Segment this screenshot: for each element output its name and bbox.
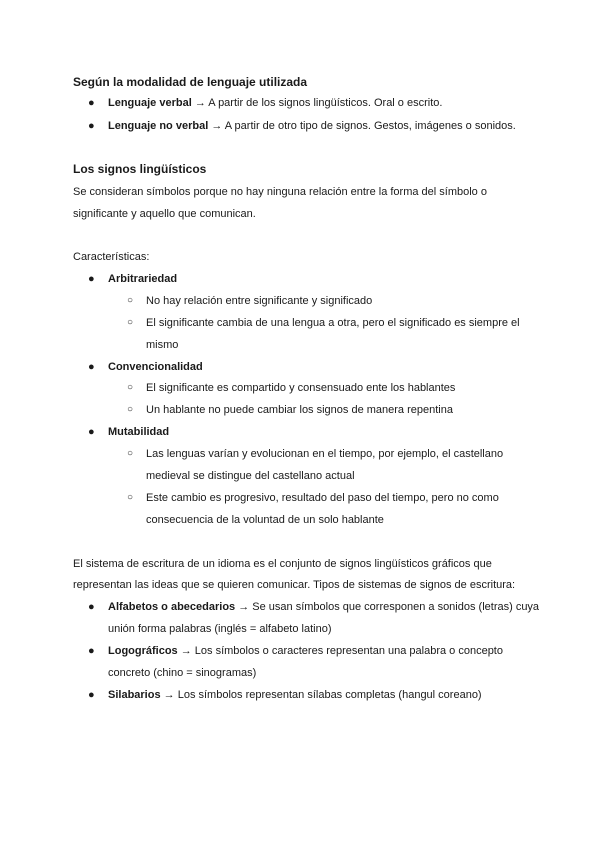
item-text: A partir de otro tipo de signos. Gestos, imágenes o sonidos. — [224, 120, 516, 132]
characteristic-mutabilidad: Mutabilidad — [108, 426, 170, 438]
list-item-logograficos — [108, 644, 503, 658]
list-item-lenguaje-no-verbal — [108, 119, 516, 133]
term-label: Lenguaje verbal — [108, 97, 192, 109]
sub-item-line: Este cambio es progresivo, resultado del paso del tiempo, pero no como — [146, 492, 499, 504]
sub-item-line: Las lenguas varían y evolucionan en el tiempo, por ejemplo, el castellano — [146, 448, 504, 460]
bullet-icon: ● — [88, 689, 95, 701]
sub-bullet-icon: ○ — [127, 492, 134, 503]
bullet-icon: ● — [88, 273, 95, 285]
bullet-icon: ● — [88, 120, 95, 132]
term-label: Silabarios — [108, 689, 161, 701]
bullet-icon: ● — [88, 426, 95, 438]
sub-item-line: consecuencia de la voluntad de un solo hablante — [146, 514, 384, 526]
arrow: → — [163, 689, 175, 701]
paragraph-line: Se consideran símbolos porque no hay ninguna relación entre la forma del símbolo o — [73, 186, 487, 198]
sub-item-line: Un hablante no puede cambiar los signos de manera repentina — [146, 404, 453, 416]
sub-item-line: El significante cambia de una lengua a otra, pero el significado es siempre el — [146, 317, 520, 329]
list-item-silabarios — [108, 688, 482, 702]
bullet-icon: ● — [88, 97, 95, 109]
bullet-icon: ● — [88, 601, 95, 613]
paragraph-line: significante y aquello que comunican. — [73, 208, 256, 220]
arrow: → — [211, 120, 223, 132]
bullet-icon: ● — [88, 645, 95, 657]
list-item-lenguaje-verbal — [108, 96, 442, 110]
arrow: → — [194, 97, 206, 109]
list-item-alfabetos — [108, 600, 539, 614]
item-text: Se usan símbolos que corresponen a sonidos (letras) cuya — [252, 601, 540, 613]
term-label: Logográficos — [108, 645, 178, 657]
term-label: Lenguaje no verbal — [108, 120, 209, 132]
sub-bullet-icon: ○ — [127, 382, 134, 393]
sub-bullet-icon: ○ — [127, 295, 134, 306]
sub-bullet-icon: ○ — [127, 404, 134, 415]
characteristic-arbitrariedad: Arbitrariedad — [108, 273, 178, 285]
sub-item-line: medieval se distingue del castellano actual — [146, 470, 355, 482]
item-continuation: concreto (chino = sinogramas) — [108, 667, 257, 679]
item-continuation: unión forma palabras (inglés = alfabeto latino) — [108, 623, 332, 635]
section-heading-signos: Los signos lingüísticos — [73, 162, 207, 176]
characteristic-convencionalidad: Convencionalidad — [108, 361, 203, 373]
paragraph-line: El sistema de escritura de un idioma es el conjunto de signos lingüísticos gráficos que — [73, 558, 492, 570]
bullet-icon: ● — [88, 361, 95, 373]
item-text: A partir de los signos lingüísticos. Oral o escrito. — [208, 97, 443, 109]
section-heading-modalidad: Según la modalidad de lenguaje utilizada — [73, 75, 308, 89]
item-text: Los símbolos o caracteres representan una palabra o concepto — [194, 645, 503, 657]
sub-item-line: No hay relación entre significante y significado — [146, 295, 373, 307]
item-text: Los símbolos representan sílabas completas (hangul coreano) — [177, 689, 482, 701]
paragraph-line: representan las ideas que se quieren comunicar. Tipos de sistemas de signos de escritura: — [73, 579, 516, 591]
sub-bullet-icon: ○ — [127, 317, 134, 328]
arrow: → — [180, 645, 192, 657]
sub-item-line: mismo — [146, 339, 179, 351]
characteristics-label: Características: — [73, 251, 150, 263]
arrow: → — [238, 601, 250, 613]
sub-bullet-icon: ○ — [127, 448, 134, 459]
term-label: Alfabetos o abecedarios — [108, 601, 236, 613]
sub-item-line: El significante es compartido y consensuado ente los hablantes — [146, 382, 456, 394]
